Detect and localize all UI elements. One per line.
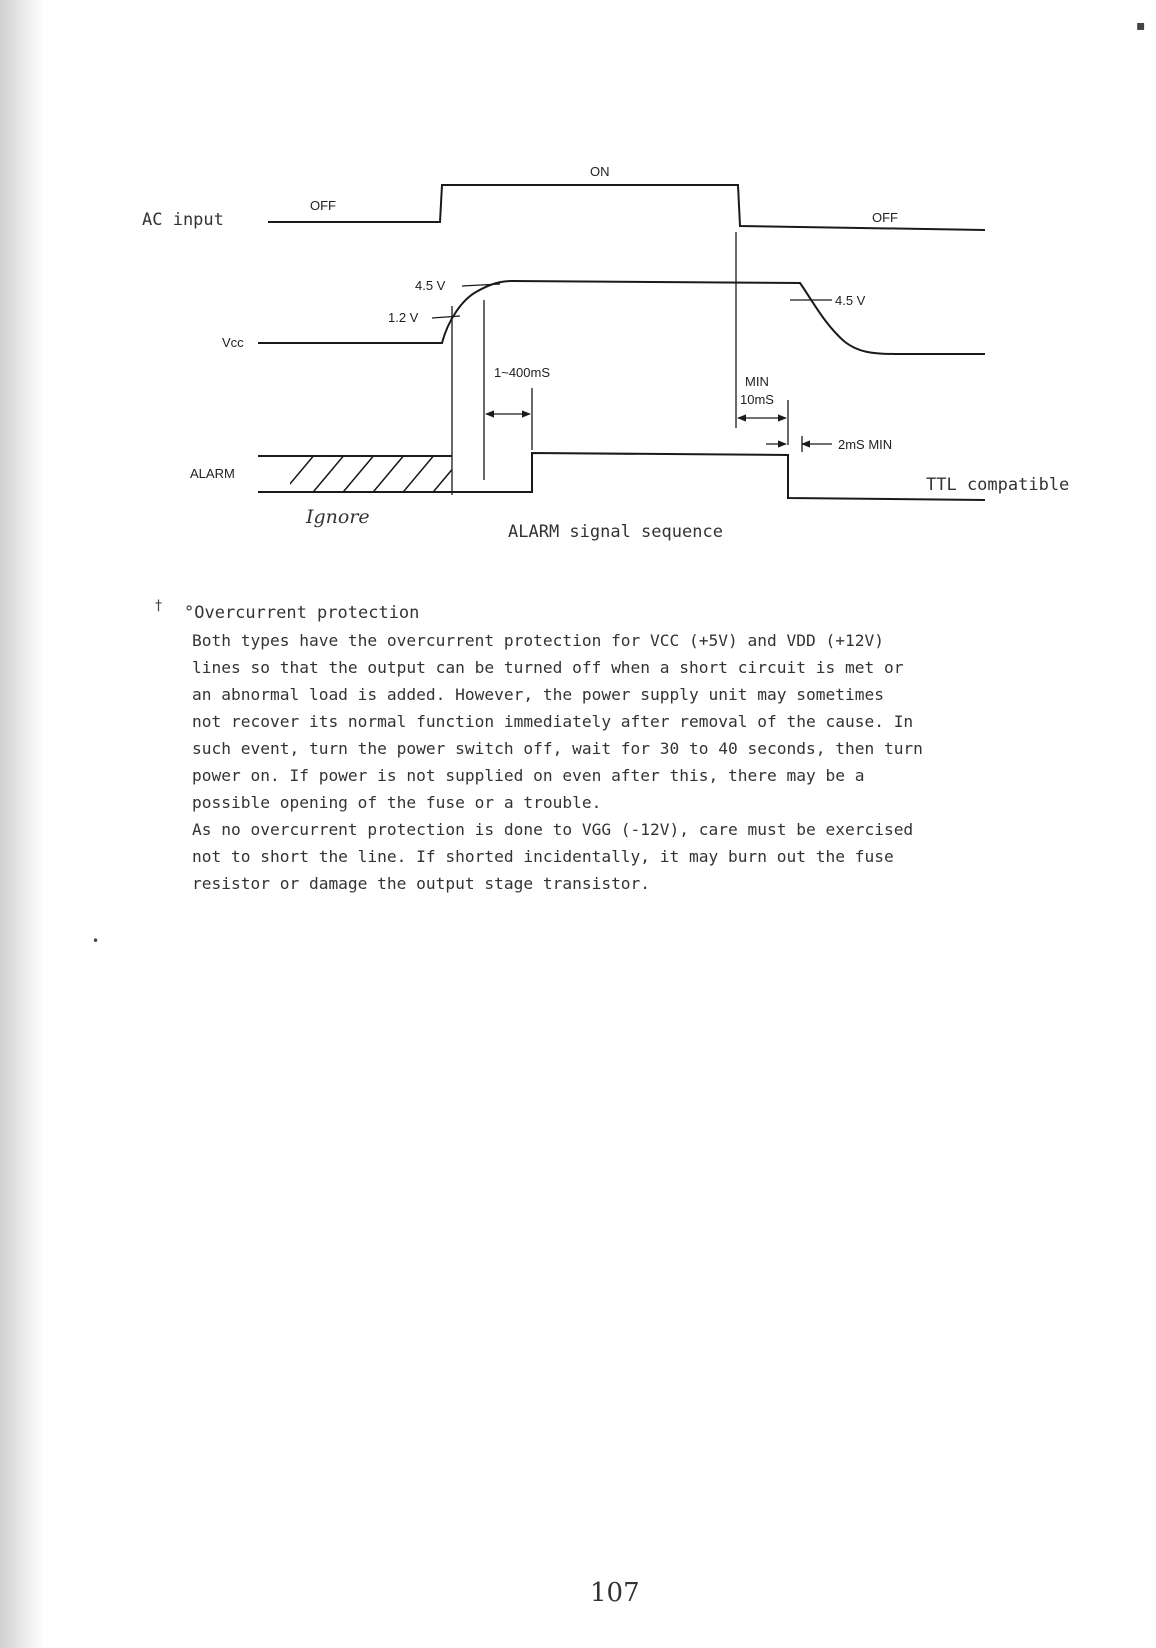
vcc-label: Vcc [222,335,244,350]
vcc-rise-1v2-label: 1.2 V [388,310,419,325]
section-paragraph: Both types have the overcurrent protection for VCC (+5V) and VDD (+12V) lines so that the output can be turned off when a short circuit is met or an abnormal load is added. However, the power supply unit may sometimes not recover its normal function immediately after removal of the cause. In such event, turn the power switch off, wait for 30 to 40 seconds, then turn power on. If power is not supplied on even after this, there may be a possible opening of the fuse or a trouble. As no overcurrent protection is done to VGG (-12V), care must be exercised not to short the line. If shorted incidentally, it may burn out the fuse resistor or damage the output stage transistor. [192,631,923,893]
section-heading: °Overcurrent protection [184,603,420,623]
ignore-note: Ignore [306,506,370,528]
stray-dot: • [92,934,100,948]
vcc-rise-1v2-pointer [432,316,460,318]
ac-off-right-label: OFF [872,210,898,225]
ignore-hatch-region [290,456,452,492]
diagram-caption: ALARM signal sequence [508,522,723,542]
ac-on-label: ON [590,164,610,179]
corner-mark: ▪ [1136,18,1146,34]
overcurrent-section [184,600,1122,897]
vcc-rise-4v5-label: 4.5 V [415,278,446,293]
delay-range-label: 1~400mS [494,365,551,380]
vcc-rise-4v5-pointer [462,284,500,286]
vcc-fall-4v5-label: 4.5 V [835,293,866,308]
ac-input-label: AC input [142,210,224,230]
alarm-label: ALARM [190,466,235,481]
min-time-label: 10mS [740,392,774,407]
ac-off-left-label: OFF [310,198,336,213]
margin-mark: † [155,598,162,614]
min-2ms-label: 2mS MIN [838,437,893,452]
alarm-timing-diagram [0,0,1156,560]
min-label: MIN [745,374,769,389]
ttl-note: TTL compatible [926,475,1070,495]
page-number: 107 [590,1578,640,1608]
vcc-waveform [258,281,985,354]
